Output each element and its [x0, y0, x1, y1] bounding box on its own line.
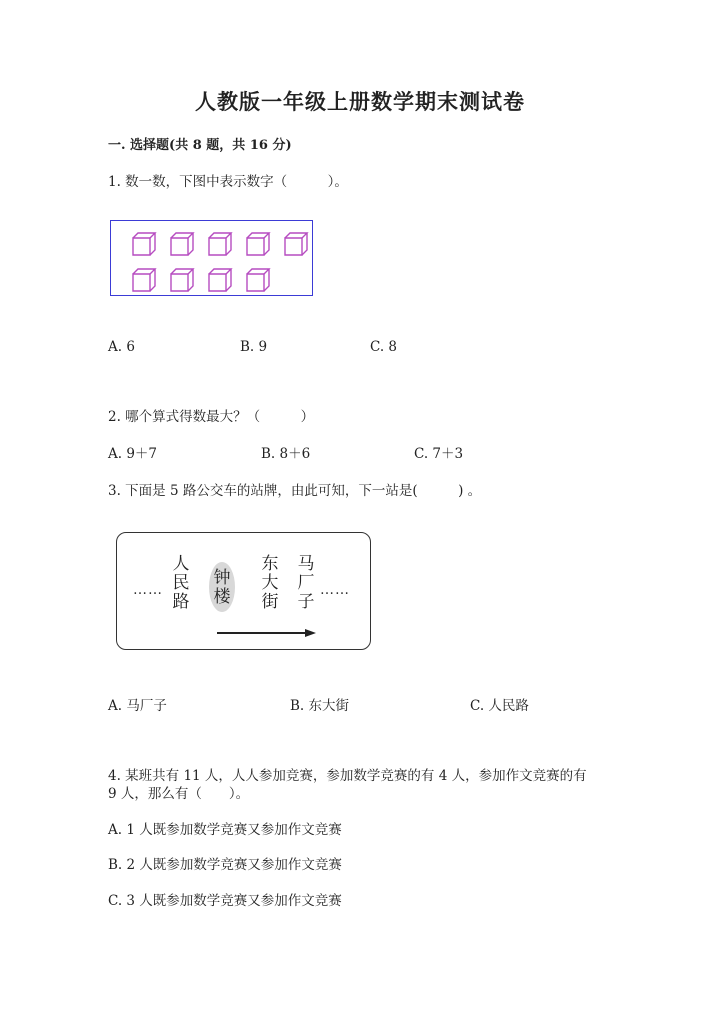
- question-3-option-b[interactable]: B. 东大街: [290, 698, 350, 714]
- stop-renminlu: 人 民 路: [172, 554, 190, 612]
- question-4-text-line-1: 4. 某班共有 11 人，人人参加竞赛，参加数学竞赛的有 4 人，参加作文竞赛的有: [108, 768, 587, 784]
- question-2-option-a[interactable]: A. 9＋7: [108, 446, 158, 462]
- question-1-option-a[interactable]: A. 6: [108, 339, 135, 355]
- question-2-option-c[interactable]: C. 7＋3: [414, 446, 464, 462]
- stop-zhonglou-current: 钟 楼: [213, 568, 231, 607]
- cube-icon: [285, 233, 307, 255]
- cube-icon: [171, 269, 193, 291]
- cube-icon: [171, 233, 193, 255]
- question-1-option-c[interactable]: C. 8: [370, 339, 398, 355]
- question-4-option-b[interactable]: B. 2 人既参加数学竞赛又参加作文竞赛: [108, 857, 342, 873]
- cube-icon: [209, 269, 231, 291]
- question-1-option-b[interactable]: B. 9: [240, 339, 268, 355]
- cube-icon: [133, 233, 155, 255]
- section-heading: 一. 选择题(共 8 题，共 16 分): [108, 138, 292, 153]
- question-1-text: 1. 数一数，下图中表示数字（ ）。: [108, 174, 348, 190]
- left-dots: ……: [133, 582, 163, 598]
- question-2-text: 2. 哪个算式得数最大？（ ）: [108, 409, 315, 425]
- cube-figure: [111, 221, 311, 294]
- question-3-text: 3. 下面是 5 路公交车的站牌，由此可知，下一站是( ) 。: [108, 483, 482, 499]
- direction-arrow-icon: [217, 628, 317, 638]
- question-3-option-c[interactable]: C. 人民路: [470, 698, 529, 714]
- bus-stop-sign: [116, 532, 371, 650]
- cube-icon: [247, 233, 269, 255]
- question-4-text-line-2: 9 人，那么有（ ）。: [108, 786, 250, 802]
- stop-machangzi: 马 厂 子: [297, 554, 315, 612]
- right-dots: ……: [320, 582, 350, 598]
- cube-icon: [209, 233, 231, 255]
- cube-icon: [247, 269, 269, 291]
- question-4-option-a[interactable]: A. 1 人既参加数学竞赛又参加作文竞赛: [108, 822, 342, 838]
- stop-dongdajie: 东 大 街: [261, 554, 279, 612]
- cube-figure-frame: [110, 220, 313, 296]
- question-4-option-c[interactable]: C. 3 人既参加数学竞赛又参加作文竞赛: [108, 893, 342, 909]
- page-title: 人教版一年级上册数学期末测试卷: [195, 89, 525, 114]
- question-2-option-b[interactable]: B. 8＋6: [261, 446, 311, 462]
- question-3-option-a[interactable]: A. 马厂子: [108, 698, 167, 714]
- cube-icon: [133, 269, 155, 291]
